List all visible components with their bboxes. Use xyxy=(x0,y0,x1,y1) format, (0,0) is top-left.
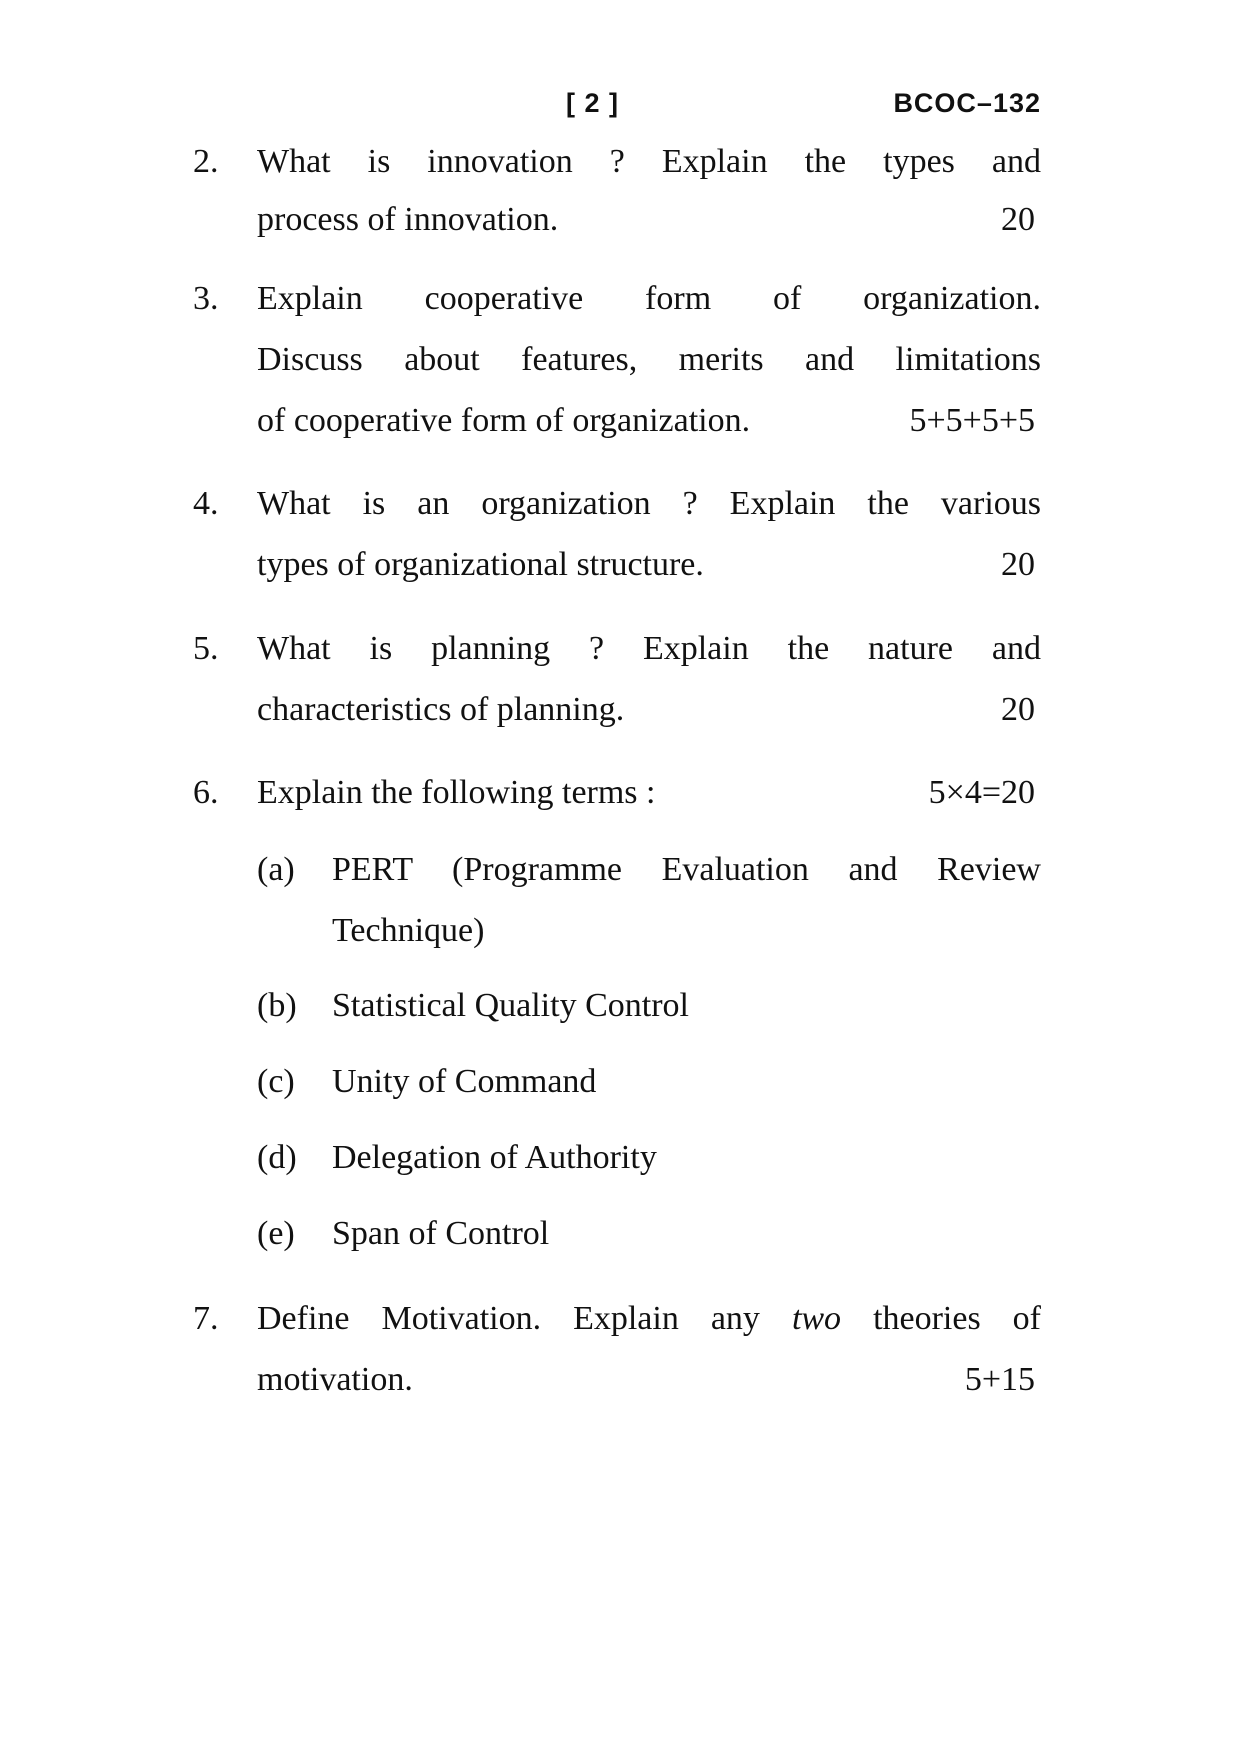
sub-question-text: Statistical Quality Control xyxy=(332,987,689,1024)
sub-question-label: (a) xyxy=(257,851,295,888)
sub-question-label: (b) xyxy=(257,987,297,1024)
question-number: 4. xyxy=(193,485,219,522)
question-text-line: motivation. xyxy=(257,1361,413,1398)
question-number: 6. xyxy=(193,774,219,811)
page-number: [ 2 ] xyxy=(566,88,620,118)
question-marks: 5×4=20 xyxy=(928,774,1035,811)
question-text-line: types of organizational structure. xyxy=(257,546,704,583)
sub-question-text: Technique) xyxy=(332,912,485,949)
question-text-line: What is innovation ? Explain the types and xyxy=(257,143,1041,180)
question-marks: 20 xyxy=(1001,691,1035,728)
sub-question-text: PERT (Programme Evaluation and Review xyxy=(332,851,1041,888)
course-code: BCOC–132 xyxy=(893,88,1041,118)
sub-question-text: Delegation of Authority xyxy=(332,1139,657,1176)
question-marks: 20 xyxy=(1001,201,1035,238)
sub-question-text: Span of Control xyxy=(332,1215,550,1252)
question-text-line xyxy=(257,1300,1041,1338)
sub-question-label: (c) xyxy=(257,1063,295,1100)
question-text-line: characteristics of planning. xyxy=(257,691,625,728)
question-marks: 20 xyxy=(1001,546,1035,583)
question-number: 5. xyxy=(193,630,219,667)
question-number: 2. xyxy=(193,143,219,180)
question-text-part: Define Motivation. Explain any xyxy=(257,1300,760,1337)
sub-question-text: Unity of Command xyxy=(332,1063,597,1100)
question-text-line: of cooperative form of organization. xyxy=(257,402,751,439)
question-text-emphasis: two xyxy=(791,1300,842,1337)
question-text-line: Discuss about features, merits and limitations xyxy=(257,341,1041,378)
sub-question-label: (e) xyxy=(257,1215,295,1252)
question-text-line: Explain cooperative form of organization. xyxy=(257,280,1041,317)
sub-question-label: (d) xyxy=(257,1139,297,1176)
question-text-line: What is planning ? Explain the nature and xyxy=(257,630,1041,667)
question-marks: 5+15 xyxy=(964,1361,1035,1398)
question-text-line: What is an organization ? Explain the various xyxy=(257,485,1041,522)
question-number: 7. xyxy=(193,1300,219,1337)
question-number: 3. xyxy=(193,280,219,317)
question-text-line: process of innovation. xyxy=(257,201,559,238)
question-marks: 5+5+5+5 xyxy=(909,402,1035,439)
question-text-line: Explain the following terms : xyxy=(257,774,656,811)
question-text-part: theories of xyxy=(873,1300,1042,1337)
